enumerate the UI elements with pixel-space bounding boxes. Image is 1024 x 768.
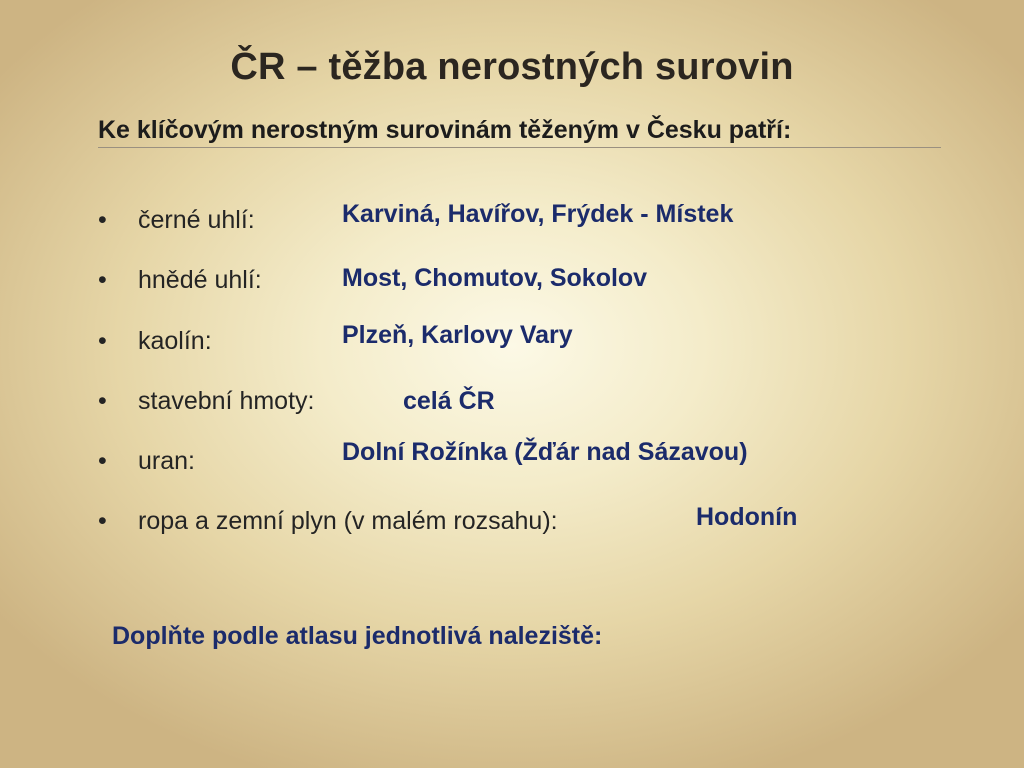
list-item-label: stavební hmoty: — [138, 387, 315, 415]
slide-title: ČR – těžba nerostných surovin — [230, 46, 794, 88]
answer-building-materials: celá ČR — [403, 387, 495, 415]
list-item-oil-gas — [98, 507, 558, 536]
list-item-kaolin — [98, 327, 212, 356]
answer-brown-coal: Most, Chomutov, Sokolov — [342, 264, 648, 292]
bullet-icon: • — [98, 206, 107, 234]
list-item-label: černé uhlí: — [138, 206, 255, 234]
answer-kaolin: Plzeň, Karlovy Vary — [342, 321, 573, 349]
bullet-icon: • — [98, 507, 107, 535]
list-item-brown-coal — [98, 266, 262, 295]
bullet-icon: • — [98, 327, 107, 355]
subtitle-underline — [98, 147, 941, 148]
answer-uranium: Dolní Rožínka (Žďár nad Sázavou) — [342, 438, 748, 466]
list-item-label: hnědé uhlí: — [138, 266, 262, 294]
list-item-black-coal — [98, 206, 255, 235]
answer-oil-gas: Hodonín — [696, 503, 798, 531]
bullet-icon: • — [98, 447, 107, 475]
instruction-text: Doplňte podle atlasu jednotlivá naleziště: — [112, 622, 603, 650]
list-item-label: kaolín: — [138, 327, 212, 355]
list-item-label: uran: — [138, 447, 195, 475]
slide-subtitle: Ke klíčovým nerostným surovinám těženým v Česku patří: — [98, 116, 792, 144]
list-item-label: ropa a zemní plyn (v malém rozsahu): — [138, 507, 558, 535]
bullet-icon: • — [98, 387, 107, 415]
answer-black-coal: Karviná, Havířov, Frýdek - Místek — [342, 200, 734, 228]
list-item-building-materials — [98, 387, 314, 416]
list-item-uranium — [98, 447, 195, 476]
bullet-icon: • — [98, 266, 107, 294]
